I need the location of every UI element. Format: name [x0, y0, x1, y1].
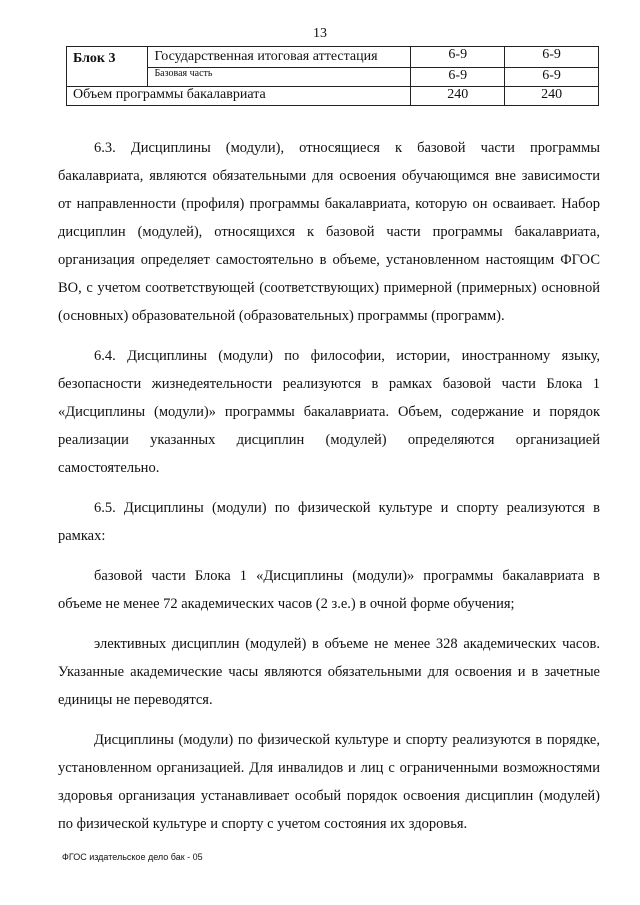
basic-part-label: Базовая часть: [148, 68, 411, 87]
block-value-1: 6-9: [411, 47, 505, 68]
curriculum-table: [66, 46, 599, 106]
footer-note: ФГОС издательское дело бак - 05: [62, 852, 203, 862]
basic-value-1: 6-9: [411, 68, 505, 87]
paragraph-6-4: 6.4. Дисциплины (модули) по философии, истории, иностранному языку, безопасности жизнедеятельности реализуются в рамках базовой части Блока 1 «Дисциплины (модули)» программы бакалавриата. Объем, содержание и порядок реализации указанных дисциплин (модулей) определяются организацией самостоятельно.: [58, 348, 600, 476]
table-row: [67, 47, 599, 68]
page-number: 13: [313, 26, 327, 41]
basic-value-2: 6-9: [505, 68, 599, 87]
paragraph-order: Дисциплины (модули) по физической культуре и спорту реализуются в порядке, установленном организацией. Для инвалидов и лиц с ограниченными возможностями здоровья организация устанавливает особый порядок освоения дисциплин (модулей) по физической культуре и спорту с учетом состояния их здоровья.: [58, 732, 600, 832]
paragraph-basic-part: базовой части Блока 1 «Дисциплины (модули)» программы бакалавриата в объеме не менее 72 академических часов (2 з.е.) в очной форме обучения;: [58, 568, 600, 612]
paragraph-6-3: 6.3. Дисциплины (модули), относящиеся к базовой части программы бакалавриата, являются обязательными для освоения обучающимся вне зависимости от направленности (профиля) программы бакалавриата, которую он осваивает. Набор дисциплин (модулей), относящихся к базовой части программы бакалавриата, организация определяет самостоятельно в объеме, установленном настоящим ФГОС ВО, с учетом соответствующей (соответствующих) примерной (примерных) основной (основных) образовательной (образовательных) программы (программ).: [58, 140, 600, 324]
body-text: [58, 134, 600, 850]
block-name: Государственная итоговая аттестация: [148, 47, 411, 68]
paragraph-elective: элективных дисциплин (модулей) в объеме не менее 328 академических часов. Указанные академические часы являются обязательными для освоения и в зачетные единицы не переводятся.: [58, 636, 600, 708]
total-label: Объем программы бакалавриата: [67, 87, 411, 106]
total-value-1: 240: [411, 87, 505, 106]
block-value-2: 6-9: [505, 47, 599, 68]
table-row: [67, 87, 599, 106]
block-label: Блок 3: [67, 47, 148, 87]
paragraph-6-5: 6.5. Дисциплины (модули) по физической культуре и спорту реализуются в рамках:: [58, 500, 600, 544]
total-value-2: 240: [505, 87, 599, 106]
